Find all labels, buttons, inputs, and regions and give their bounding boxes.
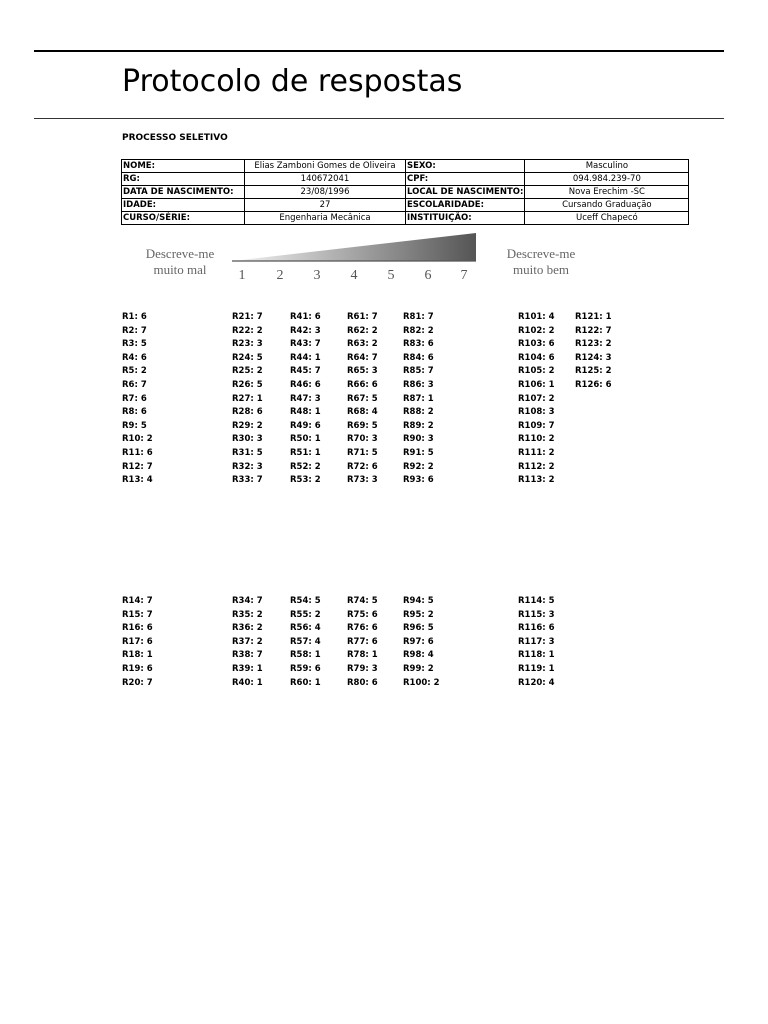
response-item: R29: 2	[232, 420, 263, 431]
response-item: R20: 7	[122, 677, 153, 688]
response-item: R70: 3	[347, 434, 378, 445]
info-value: Cursando Graduação	[525, 199, 689, 212]
info-label: ESCOLARIDADE:	[406, 199, 525, 212]
info-row	[122, 212, 689, 225]
response-item: R4: 6	[122, 352, 147, 363]
response-item: R43: 7	[290, 339, 321, 350]
response-item: R99: 2	[403, 663, 434, 674]
response-item: R93: 6	[403, 475, 434, 486]
response-item: R50: 1	[290, 434, 321, 445]
page-title: Protocolo de respostas	[122, 64, 463, 99]
scale-number-5: 5	[387, 268, 395, 283]
response-item: R113: 2	[518, 475, 555, 486]
response-column	[347, 311, 378, 488]
process-label: PROCESSO SELETIVO	[122, 133, 228, 143]
title-underline	[34, 118, 724, 119]
info-label: LOCAL DE NASCIMENTO:	[407, 187, 524, 197]
response-item: R107: 2	[518, 393, 555, 404]
info-label: NOME:	[122, 160, 245, 173]
response-item: R18: 1	[122, 650, 153, 661]
response-column	[518, 311, 555, 488]
info-label: CPF:	[406, 173, 525, 186]
info-value: Elias Zamboni Gomes de Oliveira	[245, 160, 406, 173]
response-item: R60: 1	[290, 677, 321, 688]
response-item: R106: 1	[518, 379, 555, 390]
response-item: R41: 6	[290, 312, 321, 322]
response-item: R33: 7	[232, 475, 263, 486]
response-item: R84: 6	[403, 352, 434, 363]
response-item: R100: 2	[403, 677, 440, 688]
info-value: Uceff Chapecó	[525, 212, 689, 225]
response-item: R55: 2	[290, 609, 321, 620]
response-item: R80: 6	[347, 677, 378, 688]
response-item: R42: 3	[290, 325, 321, 336]
response-item: R76: 6	[347, 623, 378, 634]
scale-right-line1: Descreve-me	[506, 246, 576, 261]
info-row	[122, 199, 689, 212]
response-item: R124: 3	[575, 352, 612, 363]
response-item: R49: 6	[290, 420, 321, 431]
response-item: R3: 5	[122, 339, 147, 350]
response-item: R89: 2	[403, 420, 434, 431]
info-row	[122, 173, 689, 186]
response-item: R25: 2	[232, 366, 263, 377]
response-column	[518, 595, 555, 690]
response-item: R9: 5	[122, 420, 147, 431]
response-item: R5: 2	[122, 366, 147, 377]
response-item: R67: 5	[347, 393, 378, 404]
response-item: R16: 6	[122, 623, 153, 634]
response-item: R114: 5	[518, 596, 555, 606]
scale-right-line2: muito bem	[513, 262, 569, 277]
response-item: R34: 7	[232, 596, 263, 606]
response-item: R102: 2	[518, 325, 555, 336]
scale-left-line1: Descreve-me	[145, 246, 215, 261]
response-item: R7: 6	[122, 393, 147, 404]
response-item: R10: 2	[122, 434, 153, 445]
info-value: 140672041	[245, 173, 406, 186]
response-item: R35: 2	[232, 609, 263, 620]
info-label: RG:	[122, 173, 245, 186]
info-value: Masculino	[525, 160, 689, 173]
scale-number-1: 1	[238, 268, 246, 283]
response-item: R116: 6	[518, 623, 555, 634]
response-item: R17: 6	[122, 636, 153, 647]
scale-left-line2: muito mal	[153, 262, 207, 277]
response-item: R105: 2	[518, 366, 555, 377]
response-item: R53: 2	[290, 475, 321, 486]
response-item: R95: 2	[403, 609, 434, 620]
response-item: R119: 1	[518, 663, 555, 674]
response-item: R12: 7	[122, 461, 153, 472]
response-item: R65: 3	[347, 366, 378, 377]
response-item: R52: 2	[290, 461, 321, 472]
response-item: R110: 2	[518, 434, 555, 445]
response-item: R121: 1	[575, 312, 612, 322]
response-item: R125: 2	[575, 366, 612, 377]
response-item: R54: 5	[290, 596, 321, 606]
info-row	[122, 186, 689, 199]
response-item: R97: 6	[403, 636, 434, 647]
response-item: R118: 1	[518, 650, 555, 661]
response-item: R92: 2	[403, 461, 434, 472]
response-column	[575, 311, 612, 393]
response-item: R88: 2	[403, 407, 434, 418]
response-column	[403, 311, 434, 488]
info-row	[122, 160, 689, 173]
response-item: R109: 7	[518, 420, 555, 431]
response-item: R1: 6	[122, 312, 147, 322]
top-rule	[34, 50, 724, 52]
response-item: R62: 2	[347, 325, 378, 336]
scale-number-7: 7	[460, 268, 468, 283]
response-item: R122: 7	[575, 325, 612, 336]
response-item: R36: 2	[232, 623, 263, 634]
response-column	[403, 595, 440, 690]
response-item: R46: 6	[290, 379, 321, 390]
response-item: R56: 4	[290, 623, 321, 634]
info-value: 23/08/1996	[245, 186, 406, 199]
response-item: R111: 2	[518, 447, 555, 458]
response-item: R75: 6	[347, 609, 378, 620]
response-column	[122, 595, 153, 690]
response-column	[122, 311, 153, 488]
response-item: R32: 3	[232, 461, 263, 472]
response-item: R61: 7	[347, 312, 378, 322]
response-item: R22: 2	[232, 325, 263, 336]
response-item: R51: 1	[290, 447, 321, 458]
response-column	[347, 595, 378, 690]
info-value: 27	[245, 199, 406, 212]
response-item: R6: 7	[122, 379, 147, 390]
response-item: R27: 1	[232, 393, 263, 404]
info-label: INSTITUIÇÃO:	[406, 212, 525, 225]
response-item: R44: 1	[290, 352, 321, 363]
response-item: R15: 7	[122, 609, 153, 620]
response-item: R104: 6	[518, 352, 555, 363]
response-item: R87: 1	[403, 393, 434, 404]
response-item: R120: 4	[518, 677, 555, 688]
response-item: R73: 3	[347, 475, 378, 486]
response-item: R117: 3	[518, 636, 555, 647]
response-item: R30: 3	[232, 434, 263, 445]
candidate-info-table	[121, 159, 689, 225]
response-item: R57: 4	[290, 636, 321, 647]
response-item: R28: 6	[232, 407, 263, 418]
rating-scale	[120, 230, 600, 286]
response-item: R90: 3	[403, 434, 434, 445]
response-item: R68: 4	[347, 407, 378, 418]
response-column	[290, 311, 321, 488]
response-item: R45: 7	[290, 366, 321, 377]
response-item: R19: 6	[122, 663, 153, 674]
response-item: R2: 7	[122, 325, 147, 336]
response-item: R21: 7	[232, 312, 263, 322]
response-item: R72: 6	[347, 461, 378, 472]
response-item: R64: 7	[347, 352, 378, 363]
response-item: R14: 7	[122, 596, 153, 606]
response-item: R69: 5	[347, 420, 378, 431]
response-item: R83: 6	[403, 339, 434, 350]
response-item: R48: 1	[290, 407, 321, 418]
response-item: R81: 7	[403, 312, 434, 322]
response-column	[290, 595, 321, 690]
response-item: R77: 6	[347, 636, 378, 647]
response-item: R23: 3	[232, 339, 263, 350]
response-item: R8: 6	[122, 407, 147, 418]
response-item: R123: 2	[575, 339, 612, 350]
response-item: R31: 5	[232, 447, 263, 458]
response-item: R96: 5	[403, 623, 434, 634]
response-item: R101: 4	[518, 312, 555, 322]
response-item: R112: 2	[518, 461, 555, 472]
info-label: IDADE:	[122, 199, 245, 212]
response-item: R79: 3	[347, 663, 378, 674]
response-column	[232, 595, 263, 690]
response-item: R115: 3	[518, 609, 555, 620]
info-value: Nova Erechim -SC	[525, 186, 689, 199]
response-item: R108: 3	[518, 407, 555, 418]
info-label: DATA DE NASCIMENTO:	[122, 186, 245, 199]
response-item: R91: 5	[403, 447, 434, 458]
info-label: SEXO:	[406, 160, 525, 173]
info-value: 094.984.239-70	[525, 173, 689, 186]
response-item: R59: 6	[290, 663, 321, 674]
response-item: R103: 6	[518, 339, 555, 350]
response-item: R47: 3	[290, 393, 321, 404]
response-item: R37: 2	[232, 636, 263, 647]
response-item: R26: 5	[232, 379, 263, 390]
scale-number-2: 2	[276, 268, 284, 283]
response-item: R39: 1	[232, 663, 263, 674]
response-item: R63: 2	[347, 339, 378, 350]
response-item: R74: 5	[347, 596, 378, 606]
response-column	[232, 311, 263, 488]
response-item: R13: 4	[122, 475, 153, 486]
response-item: R94: 5	[403, 596, 434, 606]
response-item: R71: 5	[347, 447, 378, 458]
response-item: R126: 6	[575, 379, 612, 390]
scale-wedge-shape	[232, 233, 476, 261]
response-item: R98: 4	[403, 650, 434, 661]
response-item: R85: 7	[403, 366, 434, 377]
response-item: R38: 7	[232, 650, 263, 661]
response-item: R86: 3	[403, 379, 434, 390]
scale-number-6: 6	[424, 268, 432, 283]
response-item: R66: 6	[347, 379, 378, 390]
info-label: CURSO/SÉRIE:	[122, 212, 245, 225]
response-item: R78: 1	[347, 650, 378, 661]
info-value: Engenharia Mecânica	[245, 212, 406, 225]
scale-right-label	[486, 246, 596, 278]
response-item: R82: 2	[403, 325, 434, 336]
response-item: R11: 6	[122, 447, 153, 458]
response-item: R58: 1	[290, 650, 321, 661]
response-item: R40: 1	[232, 677, 263, 688]
scale-number-4: 4	[350, 268, 358, 283]
scale-number-3: 3	[313, 268, 321, 283]
response-item: R24: 5	[232, 352, 263, 363]
